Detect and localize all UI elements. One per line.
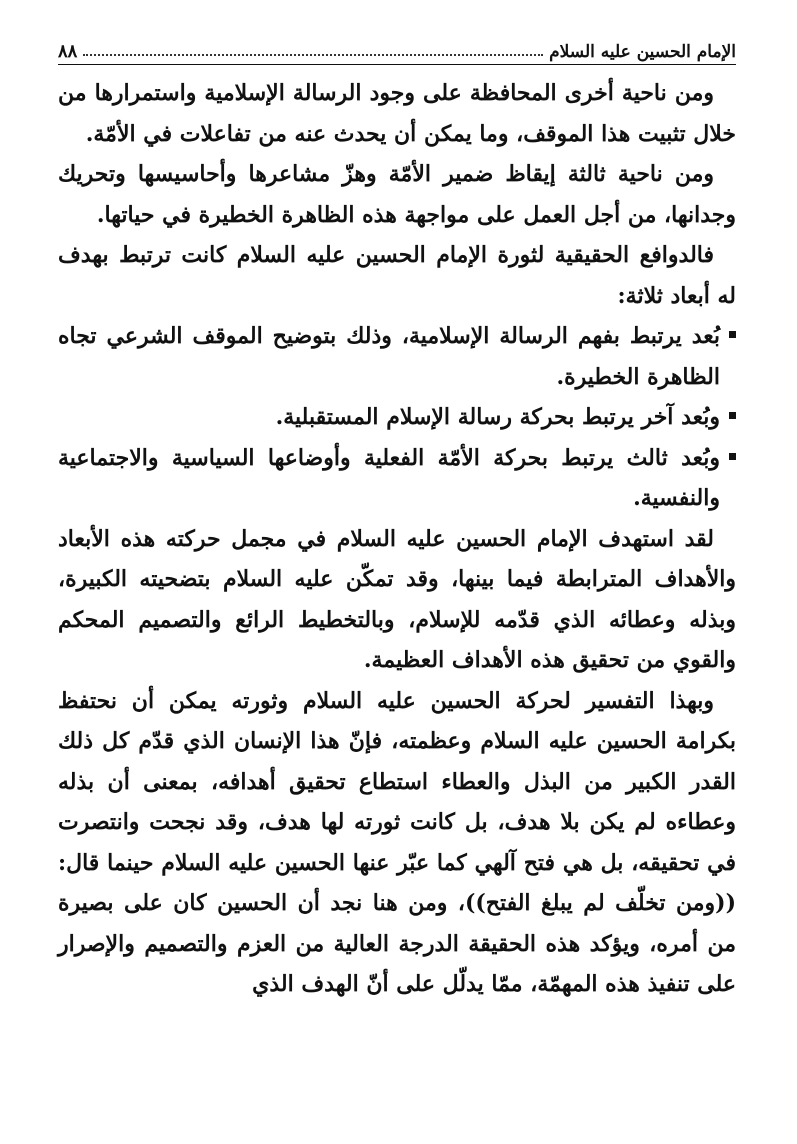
header-title: الإمام الحسين عليه السلام <box>549 42 736 62</box>
running-header <box>58 28 736 65</box>
list-item-text: بُعد يرتبط بفهم الرسالة الإسلامية، وذلك بتوضيح الموقف الشرعي تجاه الظاهرة الخطيرة. <box>58 323 720 390</box>
list-item <box>58 316 736 397</box>
book-page <box>58 28 736 1128</box>
list-item-text: وبُعد آخر يرتبط بحركة رسالة الإسلام المستقبلية. <box>275 404 720 430</box>
paragraph: ومن ناحية ثالثة إيقاظ ضمير الأمّة وهزّ مشاعرها وأحاسيسها وتحريك وجدانها، من أجل العمل على مواجهة هذه الظاهرة الخطيرة في حياتها. <box>58 161 736 228</box>
page-number: ٨٨ <box>58 41 78 62</box>
square-bullet-icon <box>729 412 736 419</box>
list-item <box>58 438 736 519</box>
paragraph: وبهذا التفسير لحركة الحسين عليه السلام وثورته يمكن أن نحتفظ بكرامة الحسين عليه السلام وعظمته، فإنّ هذا الإنسان الذي قدّم كل ذلك القدر الكبير من البذل والعطاء استطاع تحقيق أهدافه، بمعنى أن بذله وعطاءه لم يكن بلا هدف، بل كانت ثورته لها هدف، وقد نجحت وانتصرت في تحقيقه، بل هي فتح آلهي كما عبّر عنها الحسين عليه السلام حينما قال: ((ومن تخلّف لم يبلغ الفتح))، ومن هنا نجد أن الحسين كان على بصيرة من أمره، ويؤكد هذه الحقيقة الدرجة العالية من العزم والتصميم والإصرار على تنفيذ هذه المهمّة، ممّا يدلّل على أنّ الهدف الذي <box>58 687 736 997</box>
paragraph: فالدوافع الحقيقية لثورة الإمام الحسين عليه السلام كانت ترتبط بهدف له أبعاد ثلاثة: <box>58 242 736 309</box>
square-bullet-icon <box>729 331 736 338</box>
list-item-text: وبُعد ثالث يرتبط بحركة الأمّة الفعلية وأوضاعها السياسية والاجتماعية والنفسية. <box>58 444 720 511</box>
list-item <box>58 397 736 438</box>
page-body <box>58 73 736 1005</box>
square-bullet-icon <box>729 453 736 460</box>
paragraph: ومن ناحية أخرى المحافظة على وجود الرسالة الإسلامية واستمرارها من خلال تثبيت هذا الموقف، وما يمكن أن يحدث عنه من تفاعلات في الأمّة. <box>58 80 736 147</box>
paragraph: لقد استهدف الإمام الحسين عليه السلام في مجمل حركته هذه الأبعاد والأهداف المترابطة فيما بينها، وقد تمكّن عليه السلام بتضحيته الكبيرة، وبذله وعطائه الذي قدّمه للإسلام، وبالتخطيط الرائع والتصميم المحكم والقوي من تحقيق هذه الأهداف العظيمة. <box>58 525 736 673</box>
dimensions-list <box>58 316 736 519</box>
header-dot-leader <box>83 54 543 56</box>
